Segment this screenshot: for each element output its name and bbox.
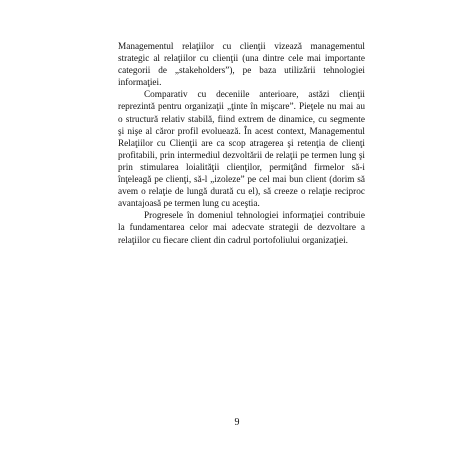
body-text [118,41,365,247]
paragraph-crm-definition: Managementul relaţiilor cu clienţii vizează managementul strategic al relaţiilor cu clienţii (una dintre cele mai importante categorii de „stakeholders”), pe baza utilizării tehnologiei informaţiei. [118,42,365,89]
paragraph-technology-progress: Progresele în domeniul tehnologiei informaţiei contribuie la fundamentarea celor mai adecvate strategii de dezvoltare a relaţiilor cu fiecare client din cadrul portofoliului organizaţiei. [118,211,365,246]
paragraph-moving-targets: Comparativ cu deceniile anterioare, astăzi clienţii reprezintă pentru organizaţii „ţinte în mişcare”. Pieţele nu mai au o structură relativ stabilă, fiind extrem de dinamice, cu segmente şi nişe al căror profil evoluează. În acest context, Managementul Relaţiilor cu Clienţii are ca scop atragerea şi retenţia de clienţi profitabili, prin intermediul dezvoltării de relaţii pe termen lung şi prin stimularea loialităţii clienţilor, permiţând firmelor să-i înţeleagă pe clienţi, să-l „izoleze” pe cel mai bun client (dorim să avem o relaţie de lungă durată cu el), să creeze o relaţie reciproc avantajoasă pe termen lung cu aceştia. [118,90,365,210]
page-number: 9 [234,417,240,428]
